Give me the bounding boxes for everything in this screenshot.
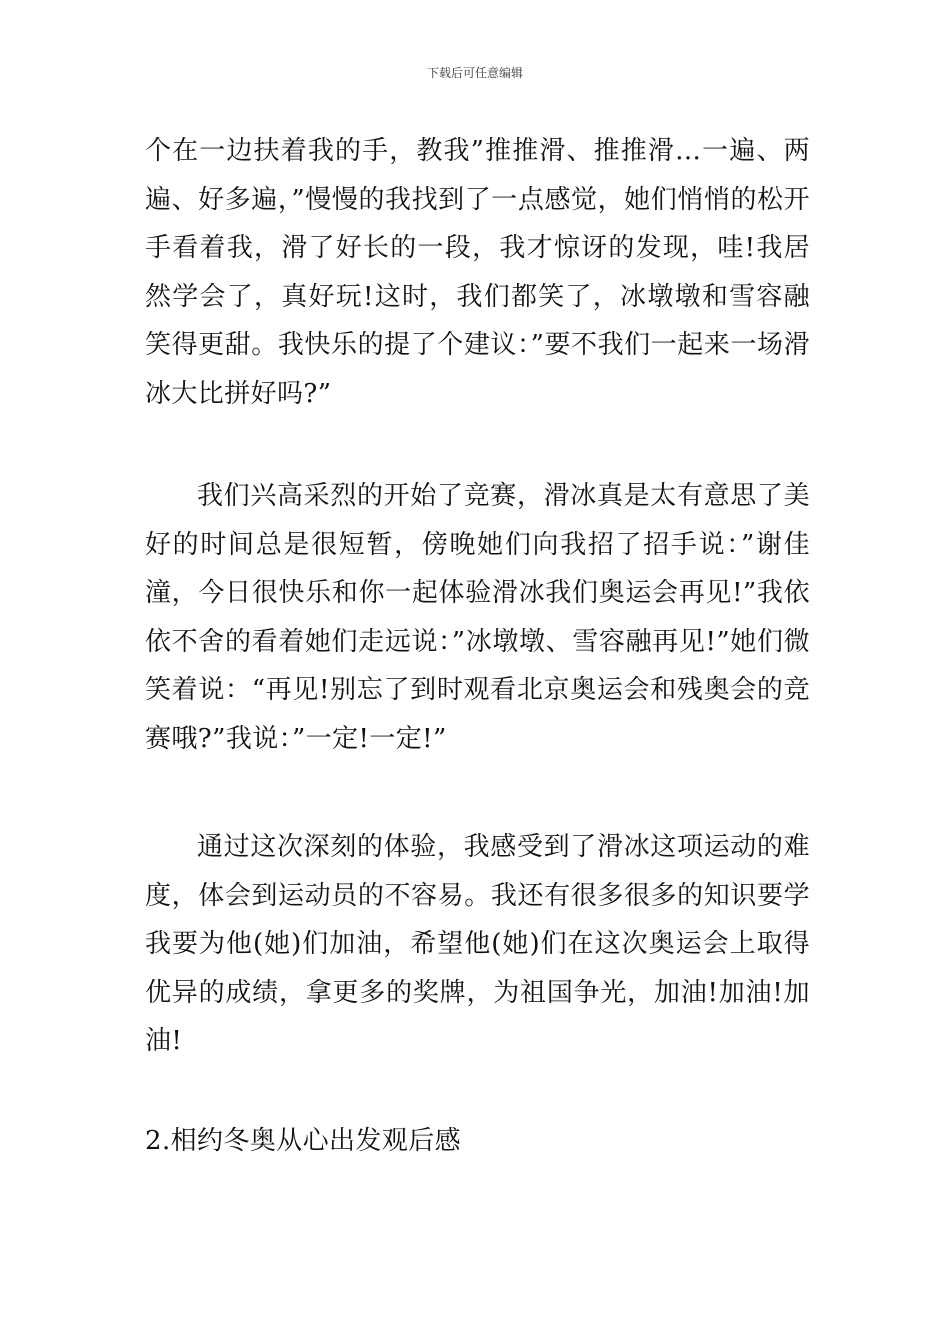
paragraph-skating-lesson (145, 127, 810, 419)
page-header-note: 下载后可任意编辑 (426, 66, 523, 80)
section-heading: 2.相约冬奥从心出发观后感 (145, 1126, 462, 1156)
paragraph-text: 通过这次深刻的体验，我感受到了滑冰这项运动的难度，体会到运动员的不容易。我还有很多很多的知识要学我要为他(她)们加油，希望他(她)们在这次奥运会上取得优异的成绩，拿更多的奖牌，为祖国争光，加油!加油!加油! (145, 832, 810, 1057)
paragraph-reflection (145, 823, 810, 1066)
paragraph-text: 个在一边扶着我的手，教我”推推滑、推推滑…一遍、两遍、好多遍，”慢慢的我找到了一点感觉，她们悄悄的松开手看着我，滑了好长的一段，我才惊讶的发现，哇!我居然学会了，真好玩!这时，我们都笑了，冰墩墩和雪容融笑得更甜。我快乐的提了个建议：”要不我们一起来一场滑冰大比拼好吗?” (145, 136, 810, 409)
paragraph-text: 我们兴高采烈的开始了竞赛，滑冰真是太有意思了美好的时间总是很短暂，傍晚她们向我招了招手说：”谢佳潼，今日很快乐和你一起体验滑冰我们奥运会再见!”我依依不舍的看着她们走远说：”冰墩墩、雪容融再见!”她们微笑着说：“再见!别忘了到时观看北京奥运会和残奥会的竞赛哦?”我说：”一定!一定!” (145, 481, 810, 754)
paragraph-competition (145, 472, 810, 764)
